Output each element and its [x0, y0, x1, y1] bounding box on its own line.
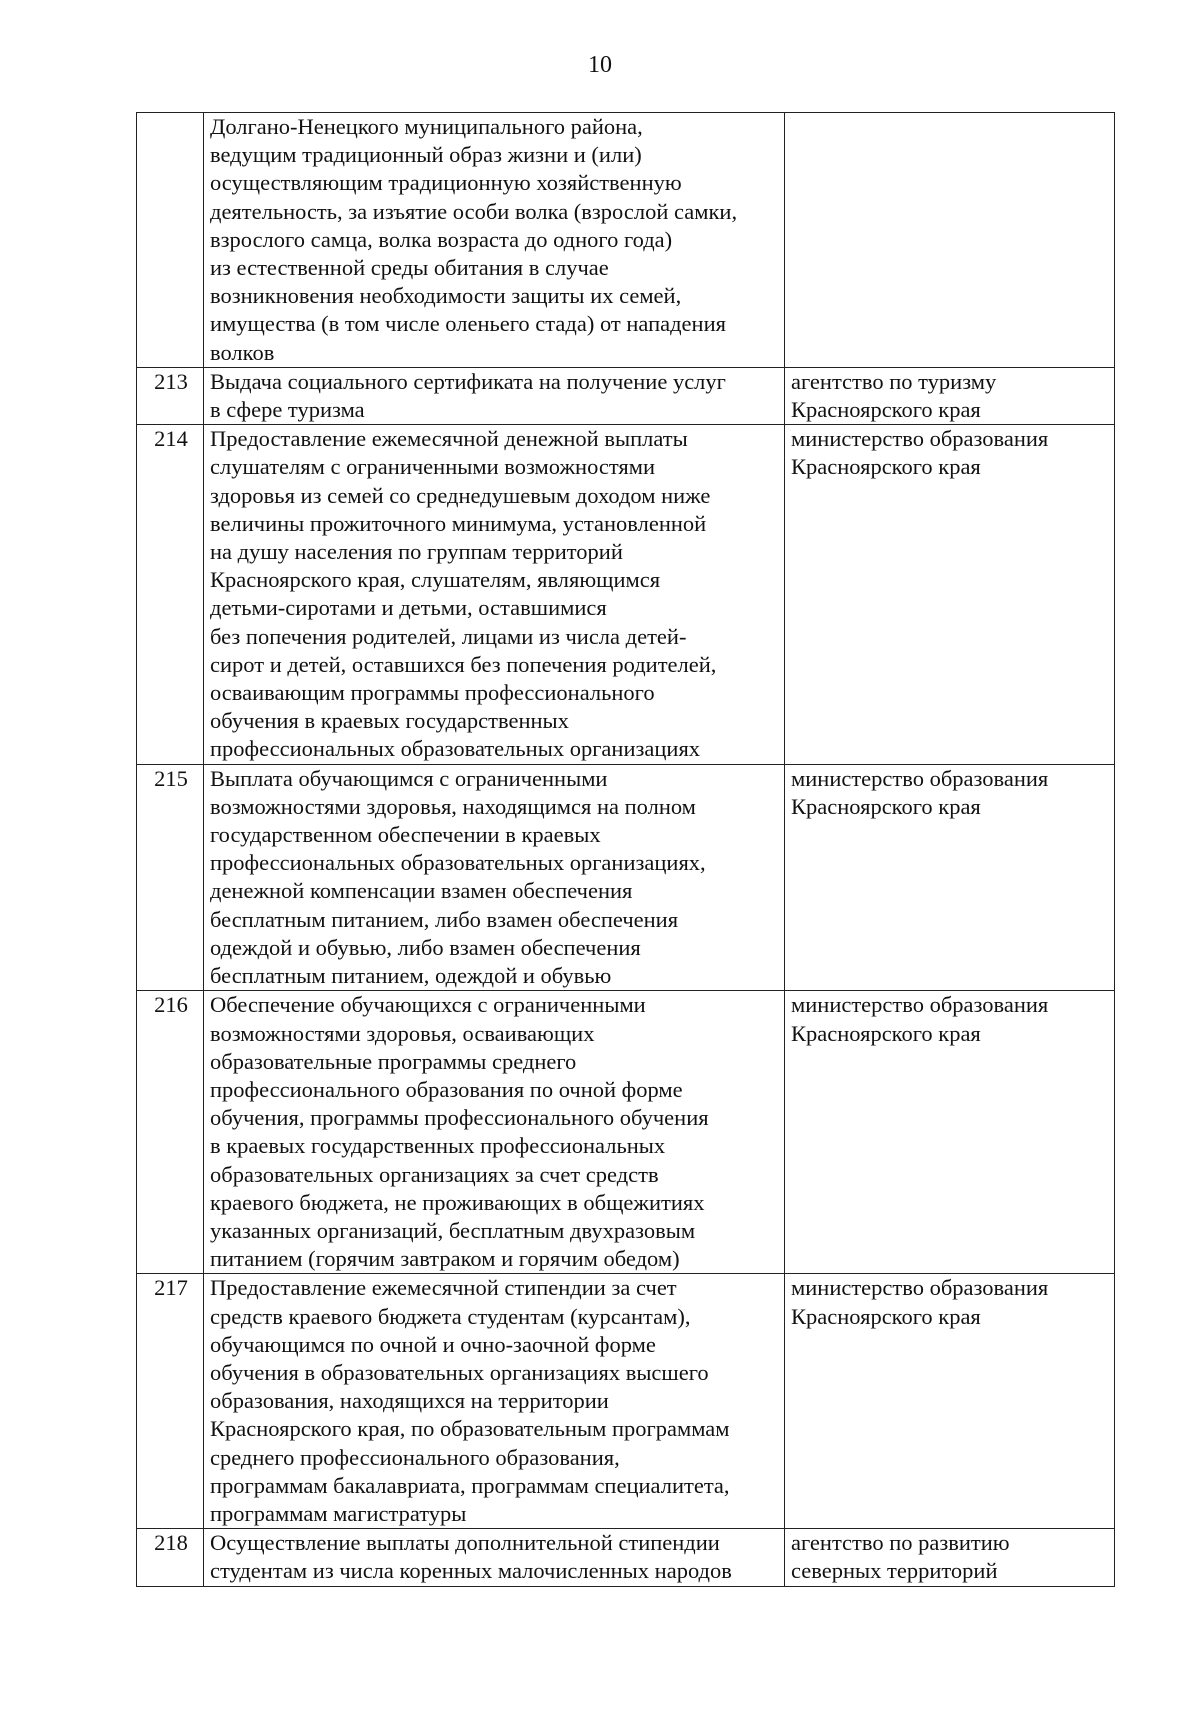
table-row — [137, 991, 1115, 1274]
table-row — [137, 113, 1115, 368]
responsible-organization: агентство по туризму Красноярского края — [785, 367, 1115, 424]
row-number: 216 — [137, 991, 204, 1274]
row-number: 215 — [137, 764, 204, 991]
row-number: 218 — [137, 1529, 204, 1586]
service-description: Предоставление ежемесячной денежной выплаты слушателям с ограниченными возможностями здоровья из семей со среднедушевым доходом ниже величины прожиточного минимума, установленной на душу населения по группам территорий Красноярского края, слушателям, являющимся детьми-сиротами и детьми, оставшимися без попечения родителей, лицами из числа детей- сирот и детей, оставшихся без попечения родителей, осваивающим программы профессионального обучения в краевых государственных профессиональных образовательных организациях — [204, 425, 785, 764]
row-number: 214 — [137, 425, 204, 764]
page-number: 10 — [588, 52, 612, 78]
row-number — [137, 113, 204, 368]
service-description: Обеспечение обучающихся с ограниченными возможностями здоровья, осваивающих образовательные программы среднего профессионального образования по очной форме обучения, программы профессионального обучения в краевых государственных профессиональных образовательных организациях за счет средств краевого бюджета, не проживающих в общежитиях указанных организаций, бесплатным двухразовым питанием (горячим завтраком и горячим обедом) — [204, 991, 785, 1274]
responsible-organization: агентство по развитию северных территорий — [785, 1529, 1115, 1586]
responsible-organization: министерство образования Красноярского края — [785, 1274, 1115, 1529]
table-row — [137, 1529, 1115, 1586]
service-description: Выдача социального сертификата на получение услуг в сфере туризма — [204, 367, 785, 424]
responsible-organization: министерство образования Красноярского края — [785, 764, 1115, 991]
table-row — [137, 367, 1115, 424]
row-number: 213 — [137, 367, 204, 424]
table-row — [137, 1274, 1115, 1529]
service-description: Осуществление выплаты дополнительной стипендии студентам из числа коренных малочисленных народов — [204, 1529, 785, 1586]
services-table — [136, 112, 1115, 1587]
responsible-organization: министерство образования Красноярского края — [785, 425, 1115, 764]
service-description: Предоставление ежемесячной стипендии за счет средств краевого бюджета студентам (курсантам), обучающимся по очной и очно-заочной форме обучения в образовательных организациях высшего образования, находящихся на территории Красноярского края, по образовательным программам среднего профессионального образования, программам бакалавриата, программам специалитета, программам магистратуры — [204, 1274, 785, 1529]
table-row — [137, 764, 1115, 991]
row-number: 217 — [137, 1274, 204, 1529]
table-row — [137, 425, 1115, 764]
responsible-organization: министерство образования Красноярского края — [785, 991, 1115, 1274]
responsible-organization — [785, 113, 1115, 368]
service-description: Выплата обучающимся с ограниченными возможностями здоровья, находящимся на полном государственном обеспечении в краевых профессиональных образовательных организациях, денежной компенсации взамен обеспечения бесплатным питанием, либо взамен обеспечения одеждой и обувью, либо взамен обеспечения бесплатным питанием, одеждой и обувью — [204, 764, 785, 991]
service-description: Долгано-Ненецкого муниципального района, ведущим традиционный образ жизни и (или) осуществляющим традиционную хозяйственную деятельность, за изъятие особи волка (взрослой самки, взрослого самца, волка возраста до одного года) из естественной среды обитания в случае возникновения необходимости защиты их семей, имущества (в том числе оленьего стада) от нападения волков — [204, 113, 785, 368]
